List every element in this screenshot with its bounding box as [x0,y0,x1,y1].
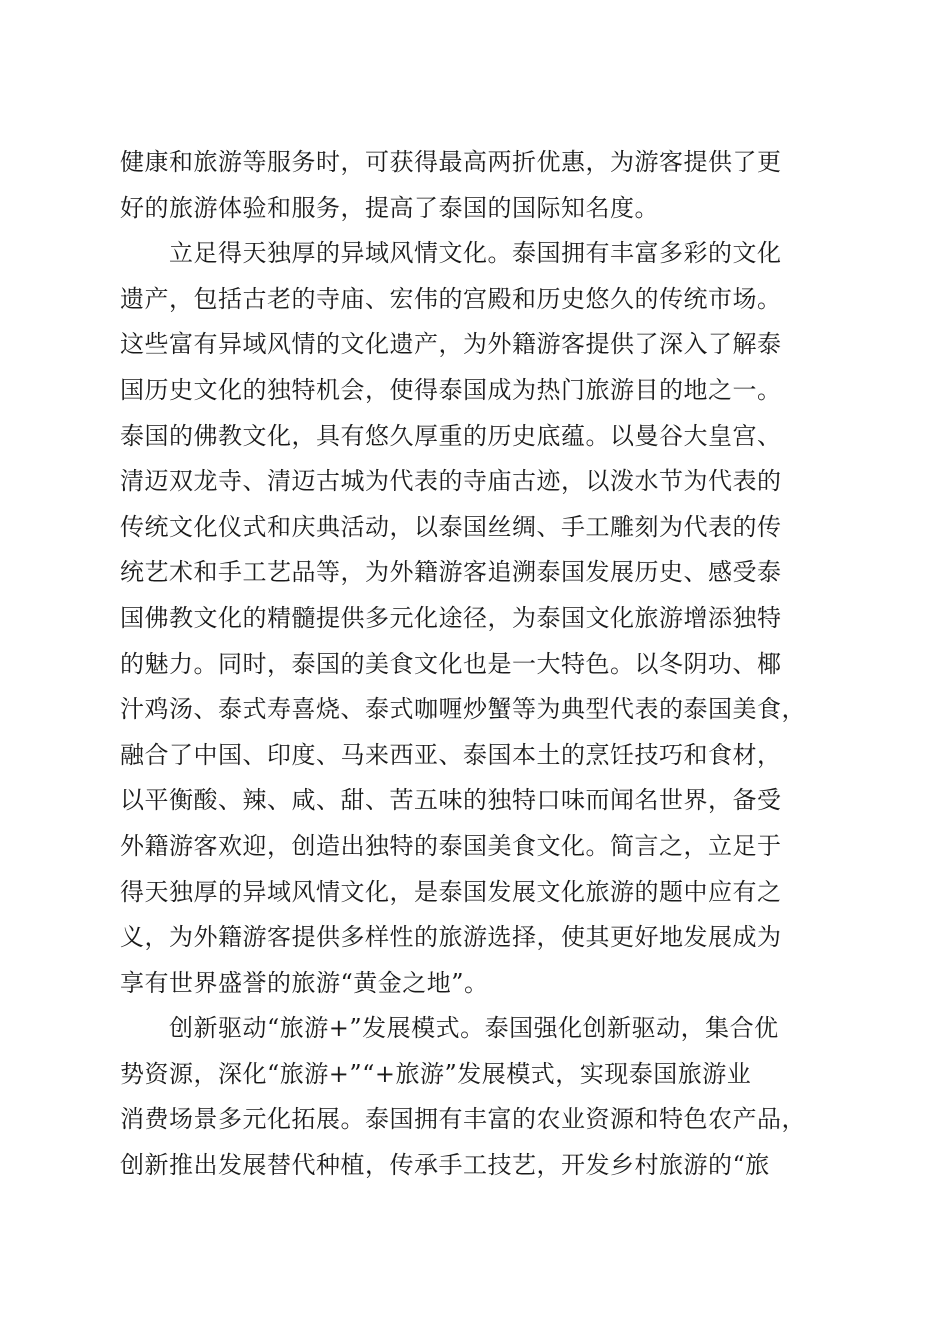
text-line: 遗产，包括古老的寺庙、宏伟的宫殿和历史悠久的传统市场。 [120,284,782,313]
text-line: 消费场景多元化拓展。泰国拥有丰富的农业资源和特色农产品， [120,1105,806,1134]
text-line: 清迈双龙寺、清迈古城为代表的寺庙古迹，以泼水节为代表的 [120,467,782,496]
text-line: 得天独厚的异域风情文化，是泰国发展文化旅游的题中应有之 [120,877,782,906]
text-line: 义，为外籍游客提供多样性的旅游选择，使其更好地发展成为 [120,923,782,952]
text-line: 国佛教文化的精髓提供多元化途径，为泰国文化旅游增添独特 [120,603,782,632]
paragraph-2 [120,231,832,1006]
text-line: 国历史文化的独特机会，使得泰国成为热门旅游目的地之一。 [120,375,782,404]
text-line: 创新推出发展替代种植，传承手工技艺，开发乡村旅游的“旅 [120,1151,770,1180]
body-text [120,140,832,1189]
text-line: 好的旅游体验和服务，提高了泰国的国际知名度。 [120,193,659,222]
text-line: 泰国的佛教文化，具有悠久厚重的历史底蕴。以曼谷大皇宫、 [120,421,782,450]
text-line: 的魅力。同时，泰国的美食文化也是一大特色。以冬阴功、椰 [120,649,782,678]
text-line: 享有世界盛誉的旅游“黄金之地”。 [120,968,489,997]
text-line: 汁鸡汤、泰式寿喜烧、泰式咖喱炒蟹等为典型代表的泰国美食， [120,695,806,724]
paragraph-1 [120,140,832,231]
text-line: 外籍游客欢迎，创造出独特的泰国美食文化。简言之，立足于 [120,831,782,860]
text-line: 融合了中国、印度、马来西亚、泰国本土的烹饪技巧和食材， [120,740,782,769]
text-line: 统艺术和手工艺品等，为外籍游客追溯泰国发展历史、感受泰 [120,558,782,587]
text-line: 以平衡酸、辣、咸、甜、苦五味的独特口味而闻名世界，备受 [120,786,782,815]
text-line: 健康和旅游等服务时，可获得最高两折优惠，为游客提供了更 [120,148,782,176]
paragraph-3 [120,1006,832,1188]
text-line: 势资源，深化“旅游+”“+旅游”发展模式，实现泰国旅游业 [120,1059,752,1088]
text-line: 立足得天独厚的异域风情文化。泰国拥有丰富多彩的文化 [120,239,782,268]
text-line: 创新驱动“旅游+”发展模式。泰国强化创新驱动，集合优 [120,1014,779,1043]
text-line: 传统文化仪式和庆典活动，以泰国丝绸、手工雕刻为代表的传 [120,512,782,541]
text-line: 这些富有异域风情的文化遗产，为外籍游客提供了深入了解泰 [120,330,782,359]
